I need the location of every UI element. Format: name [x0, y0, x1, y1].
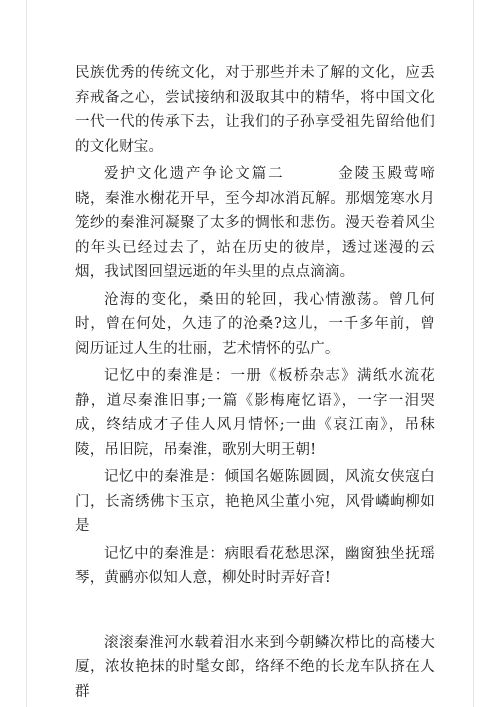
- paragraph-river: 滚滚秦淮河水载着泪水来到今朝鳞次栉比的高楼大厦，浓妆艳抹的时髦女郎，络绎不绝的长龙车队挤在人群: [75, 634, 435, 700]
- page-border-left: [26, 0, 27, 707]
- document-body: [75, 61, 435, 707]
- paragraph-memory-1: 记忆中的秦淮是：一册《板桥杂志》满纸水流花静，道尽秦淮旧事;一篇《影梅庵忆语》，一字一泪哭成，终结成才子佳人风月情怀;一曲《哀江南》，吊秣陵，吊旧院，吊秦淮，歌别大明王朝!: [75, 368, 435, 458]
- paragraph-intro: 民族优秀的传统文化，对于那些并未了解的文化，应丢弃戒备之心，尝试接纳和汲取其中的精华，将中国文化一代一代的传承下去，让我们的子孙享受祖先留给他们的文化财宝。: [75, 65, 435, 155]
- paragraph-memory-3: 记忆中的秦淮是：病眼看花愁思深，幽窗独坐抚瑶琴，黄鹂亦似知人意，柳处时时弄好音!: [75, 545, 435, 586]
- section-heading-paragraph: [75, 162, 435, 285]
- paragraph-memory-2: 记忆中的秦淮是：倾国名姬陈圆圆，风流女侠寇白门，长斋绣佛卞玉京，艳艳风尘董小宛，风骨嶙峋柳如是: [75, 469, 435, 534]
- paragraph-sea-change: 沧海的变化，桑田的轮回，我心情激荡。曾几何时，曾在何处，久违了的沧桑?这儿，一千多年前，曾阅历证过人生的壮丽，艺术情怀的弘广。: [75, 291, 435, 357]
- section-title: 爱护文化遗产争论文篇二: [104, 166, 285, 182]
- section-intro: 金陵玉殿莺啼晓，秦淮水榭花开早，至今却冰消瓦解。那烟笼寒水月笼纱的秦淮河凝聚了太多的惆怅和悲伤。漫天卷着风尘的年头已经过去了，站在历史的彼岸，透过迷漫的云烟，我试图回望远逝的年头里的点点滴滴。: [75, 166, 435, 280]
- page-border-right: [473, 0, 474, 707]
